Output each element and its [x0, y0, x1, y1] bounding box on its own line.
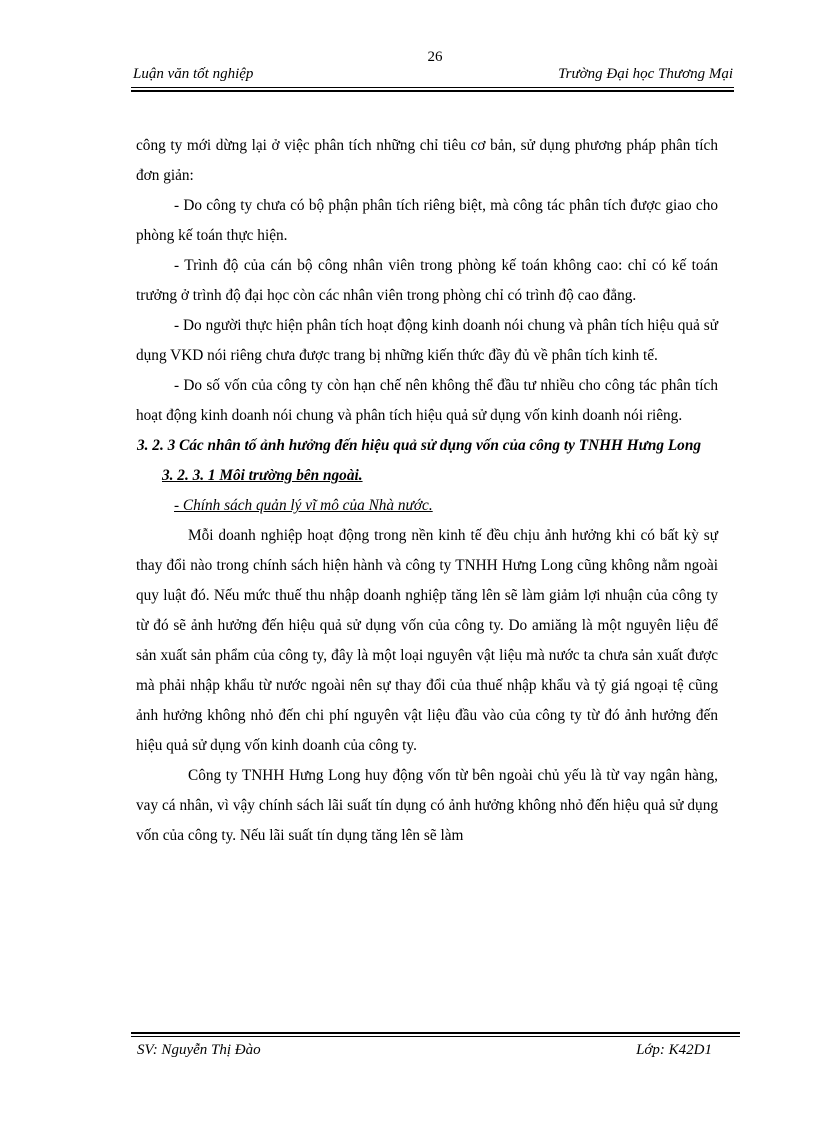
- page-footer: [137, 1042, 712, 1062]
- paragraph-bullet-2: - Trình độ của cán bộ công nhân viên trong phòng kế toán không cao: chỉ có kế toán trưởng ở trình độ đại học còn các nhân viên trong phòng chỉ có trình độ cao đẳng.: [136, 257, 718, 304]
- paragraph-intro: công ty mới dừng lại ở việc phân tích những chỉ tiêu cơ bản, sử dụng phương pháp phân tích đơn giản:: [136, 137, 718, 184]
- paragraph-bullet-3: - Do người thực hiện phân tích hoạt động kinh doanh nói chung và phân tích hiệu quả sử dụng VKD nói riêng chưa được trang bị những kiến thức đầy đủ về phân tích kinh tế.: [136, 317, 718, 364]
- footer-student-name: SV: Nguyễn Thị Đào: [137, 1042, 261, 1058]
- section-heading-3-2-3-1: 3. 2. 3. 1 Môi trường bên ngoài.: [162, 467, 363, 484]
- header-thesis-label: Luận văn tốt nghiệp: [133, 66, 254, 82]
- paragraph-bullet-1: - Do công ty chưa có bộ phận phân tích riêng biệt, mà công tác phân tích được giao cho phòng kế toán thực hiện.: [136, 197, 718, 244]
- paragraph-bullet-4: - Do số vốn của công ty còn hạn chế nên không thể đầu tư nhiều cho công tác phân tích hoạt động kinh doanh nói chung và phân tích hiệu quả sử dụng vốn kinh doanh nói riêng.: [136, 377, 718, 424]
- page-number: 26: [427, 49, 443, 65]
- page-header: [133, 66, 735, 86]
- paragraph-funding-sources: Công ty TNHH Hưng Long huy động vốn từ bên ngoài chủ yếu là từ vay ngân hàng, vay cá nhân, vì vậy chính sách lãi suất tín dụng có ảnh hưởng không nhỏ đến hiệu quả sử dụng vốn của công ty. Nếu lãi suất tín dụng tăng lên sẽ làm: [136, 767, 718, 844]
- header-rule-thin: [131, 87, 734, 88]
- footer-class-code: Lớp: K42D1: [636, 1042, 712, 1058]
- header-rule-thick: [131, 90, 734, 92]
- subheading-macro-policy: - Chính sách quản lý vĩ mô của Nhà nước.: [174, 497, 433, 514]
- section-heading-3-2-3: 3. 2. 3 Các nhân tố ảnh hưởng đến hiệu quả sử dụng vốn của công ty TNHH Hưng Long: [137, 437, 701, 454]
- footer-rule-thick: [131, 1032, 740, 1034]
- paragraph-policy-impact: Mỗi doanh nghiệp hoạt động trong nền kinh tế đều chịu ảnh hưởng khi có bất kỳ sự thay đổi nào trong chính sách hiện hành và công ty TNHH Hưng Long cũng không nằm ngoài quy luật đó. Nếu mức thuế thu nhập doanh nghiệp tăng lên sẽ làm giảm lợi nhuận của công ty từ đó sẽ ảnh hưởng đến hiệu quả sử dụng vốn của công ty. Do amiăng là một nguyên liệu để sản xuất sản phẩm của công ty, đây là một loại nguyên vật liệu mà nước ta chưa sản xuất được mà phải nhập khẩu từ nước ngoài nên sự thay đổi của thuế nhập khẩu và tỷ giá ngoại tệ cũng ảnh hưởng không nhỏ đến chi phí nguyên vật liệu đầu vào của công ty từ đó ảnh hưởng đến hiệu quả sử dụng vốn kinh doanh của công ty.: [136, 527, 718, 754]
- header-university-name: Trường Đại học Thương Mại: [558, 66, 733, 82]
- body-text: [136, 131, 718, 851]
- footer-rule-thin: [131, 1036, 740, 1037]
